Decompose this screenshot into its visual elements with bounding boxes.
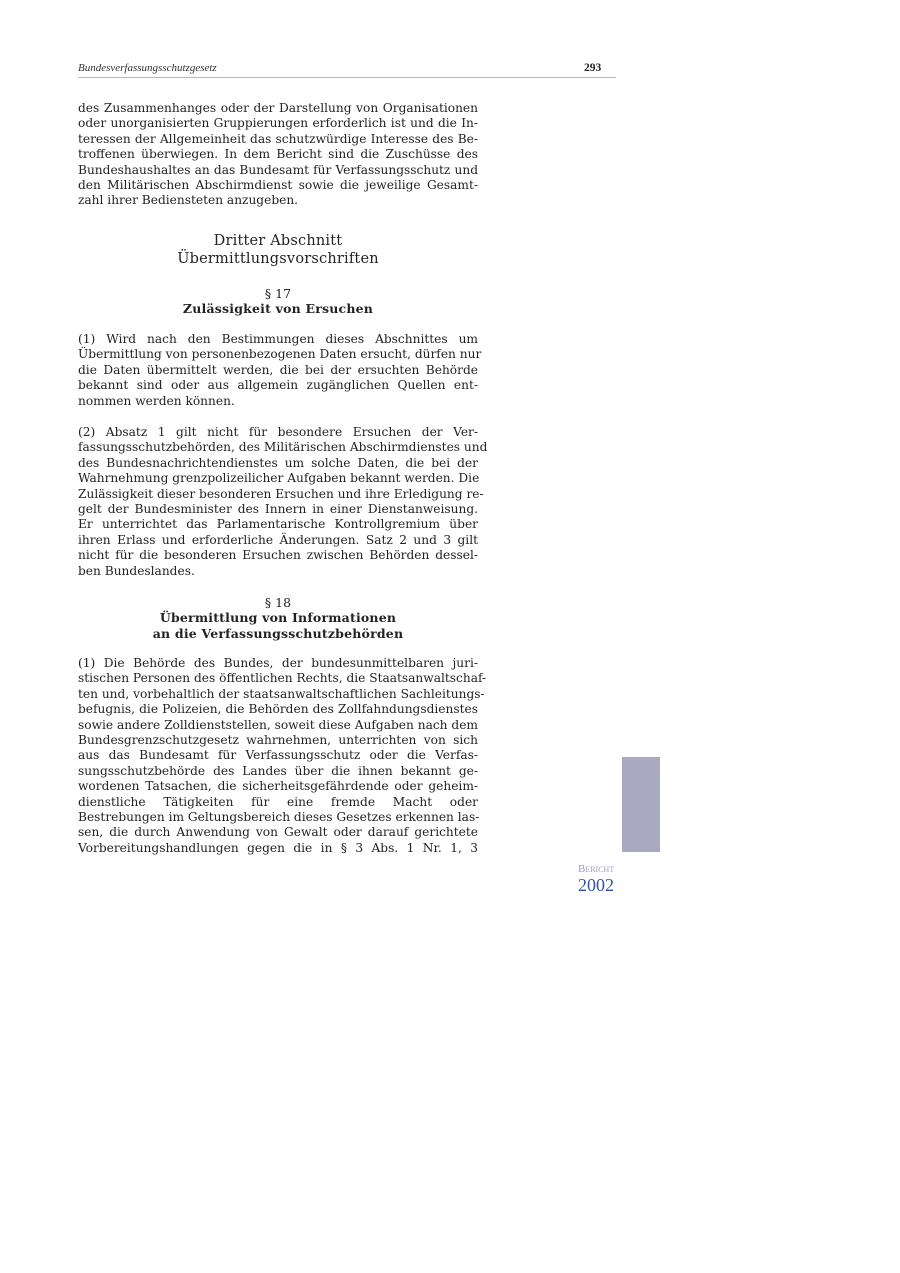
text-line: teressen der Allgemeinheit das schutzwürdige Interesse des Be- <box>78 131 478 146</box>
paragraph-number: § 18 <box>264 595 292 610</box>
text-line: Bundeshaushaltes an das Bundesamt für Verfassungsschutz und <box>78 162 478 177</box>
text-line: Wahrnehmung grenzpolizeilicher Aufgaben bekannt werden. Die <box>78 471 480 486</box>
text-line: Er unterrichtet das Parlamentarische Kontrollgremium über <box>78 517 478 532</box>
text-line: troffenen überwiegen. In dem Bericht sind die Zuschüsse des <box>78 147 478 162</box>
text-line: Bundesgrenzschutzgesetz wahrnehmen, unterrichten von sich <box>78 732 478 747</box>
page-number: 293 <box>584 62 602 74</box>
text-line: gelt der Bundesminister des Innern in einer Dienstanweisung. <box>78 501 478 516</box>
text-line: Vorbereitungshandlungen gegen die in § 3 Abs. 1 Nr. 1, 3 <box>78 840 478 855</box>
margin-color-bar <box>622 757 660 852</box>
paragraph-18-absatz-1 <box>78 656 487 856</box>
paragraph-17-heading <box>78 286 478 317</box>
text-line: zahl ihrer Bediensteten anzugeben. <box>78 193 299 208</box>
bericht-year: 2002 <box>578 875 614 895</box>
text-line: sen, die durch Anwendung von Gewalt oder darauf gerichtete <box>78 825 478 840</box>
text-line: (2) Absatz 1 gilt nicht für besondere Ersuchen der Ver- <box>78 425 478 439</box>
text-line: befugnis, die Polizeien, die Behörden des Zollfahndungsdienstes <box>78 702 478 717</box>
paragraph-number: § 17 <box>264 286 292 301</box>
paragraph-title-line-2: an die Verfassungsschutzbehörden <box>152 625 404 641</box>
paragraph-title-line-1: Übermittlung von Informationen <box>159 610 397 626</box>
text-line: aus das Bundesamt für Verfassungsschutz oder die Verfas- <box>78 748 478 763</box>
paragraph-title: Zulässigkeit von Ersuchen <box>182 301 374 317</box>
text-line: Bestrebungen im Geltungsbereich dieses Gesetzes erkennen las- <box>78 809 480 824</box>
header-rule <box>78 77 616 78</box>
paragraph-18-heading <box>78 595 478 641</box>
text-line: bekannt sind oder aus allgemein zugänglichen Quellen ent- <box>78 378 478 393</box>
text-line: nicht für die besonderen Ersuchen zwischen Behörden dessel- <box>78 548 478 563</box>
text-line: die Daten übermittelt werden, die bei der ersuchten Behörde <box>78 362 478 377</box>
text-line: (1) Wird nach den Bestimmungen dieses Abschnittes um <box>78 332 478 346</box>
running-header-title: Bundesverfassungsschutzgesetz <box>78 62 217 74</box>
text-line: oder unorganisierten Gruppierungen erforderlich ist und die In- <box>78 116 478 131</box>
text-line: wordenen Tatsachen, die sicherheitsgefährdende oder geheim- <box>78 779 478 794</box>
text-line: nommen werden können. <box>78 393 235 408</box>
text-line: sungsschutzbehörde des Landes über die ihnen bekannt ge- <box>78 763 478 778</box>
intro-paragraph <box>78 101 478 209</box>
text-line: sowie andere Zolldienststellen, soweit diese Aufgaben nach dem <box>78 717 478 732</box>
text-line: ihren Erlass und erforderliche Änderungen. Satz 2 und 3 gilt <box>78 532 478 547</box>
bericht-label: Bericht <box>578 863 615 875</box>
text-line: des Bundesnachrichtendienstes um solche Daten, die bei der <box>78 455 478 470</box>
text-line: fassungsschutzbehörden, des Militärischen Abschirmdienstes und <box>78 440 488 455</box>
text-line: stischen Personen des öffentlichen Rechts, die Staatsanwaltschaf- <box>78 671 487 686</box>
section-heading <box>78 232 478 268</box>
text-line: des Zusammenhanges oder der Darstellung von Organisationen <box>78 101 478 115</box>
section-number: Dritter Abschnitt <box>213 233 343 249</box>
text-line: ten und, vorbehaltlich der staatsanwaltschaftlichen Sachleitungs- <box>78 686 485 701</box>
text-line: ben Bundeslandes. <box>78 563 195 578</box>
section-title: Übermittlungsvorschriften <box>177 251 379 267</box>
paragraph-17-absatz-1 <box>78 332 482 409</box>
text-line: Zulässigkeit dieser besonderen Ersuchen und ihre Erledigung re- <box>78 486 484 501</box>
text-line: Übermittlung von personenbezogenen Daten ersucht, dürfen nur <box>78 347 482 362</box>
paragraph-17-absatz-2 <box>78 425 488 579</box>
text-line: dienstliche Tätigkeiten für eine fremde Macht oder <box>78 794 478 809</box>
text-line: den Militärischen Abschirmdienst sowie die jeweilige Gesamt- <box>78 177 478 192</box>
text-line: (1) Die Behörde des Bundes, der bundesunmittelbaren juri- <box>78 656 478 670</box>
